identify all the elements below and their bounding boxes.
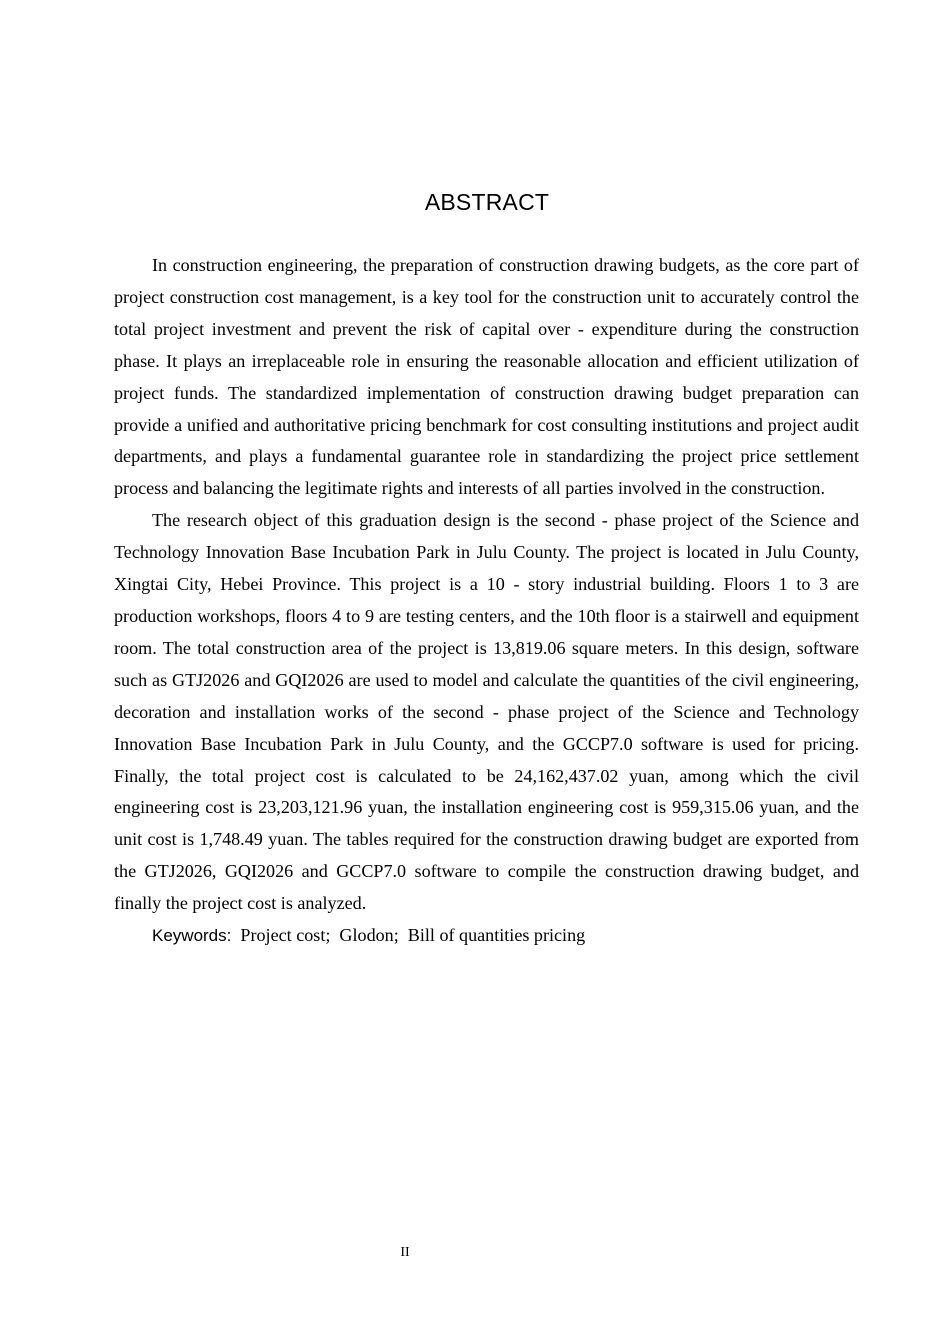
keywords-label: Keywords: xyxy=(152,926,232,946)
abstract-title: ABSTRACT xyxy=(424,189,550,215)
page-number: II xyxy=(400,1245,410,1260)
abstract-paragraph-2: The research object of this graduation design is the second - phase project of the Science and Technology Innovation Base Incubation Park in Julu County. The project is located in Julu County, Xingtai City, Hebei Province. This project is a 10 - story industrial building. Floors 1 to 3 are production workshops, floors 4 to 9 are testing centers, and the 10th floor is a stairwell and equipment room. The total construction area of the project is 13,819.06 square meters. In this design, software such as GTJ2026 and GQI2026 are used to model and calculate the quantities of the civil engineering, decoration and installation works of the second - phase project of the Science and Technology Innovation Base Incubation Park in Julu County, and the GCCP7.0 software is used for pricing. Finally, the total project cost is calculated to be 24,162,437.02 yuan, among which the civil engineering cost is 23,203,121.96 yuan, the installation engineering cost is 959,315.06 yuan, and the unit cost is 1,748.49 yuan. The tables required for the construction drawing budget are exported from the GTJ2026, GQI2026 and GCCP7.0 software to compile the construction drawing budget, and finally the project cost is analyzed. xyxy=(114,510,859,914)
keywords-line xyxy=(114,920,859,952)
abstract-paragraph-1: In construction engineering, the preparation of construction drawing budgets, as the core part of project construction cost management, is a key tool for the construction unit to accurately control the total project investment and prevent the risk of capital over - expenditure during the construction phase. It plays an irreplaceable role in ensuring the reasonable allocation and efficient utilization of project funds. The standardized implementation of construction drawing budget preparation can provide a unified and authoritative pricing benchmark for cost consulting institutions and project audit departments, and plays a fundamental guarantee role in standardizing the project price settlement process and balancing the legitimate rights and interests of all parties involved in the construction. xyxy=(114,255,859,499)
abstract-body xyxy=(114,250,859,952)
keyword-item: Bill of quantities pricing xyxy=(407,925,586,946)
keyword-item: Glodon; xyxy=(339,925,399,946)
keyword-item: Project cost; xyxy=(240,925,331,946)
